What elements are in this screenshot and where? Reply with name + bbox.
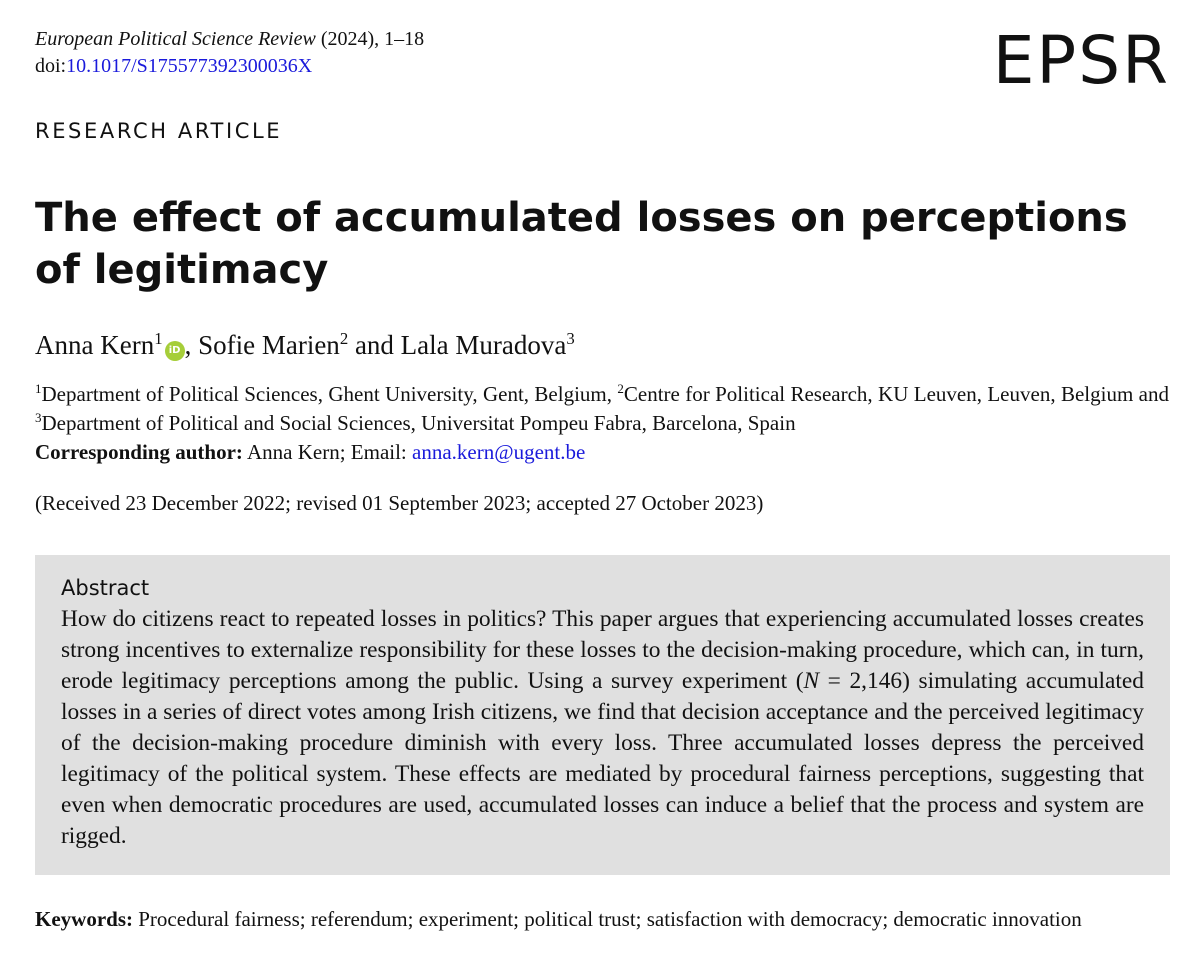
received-dates: (Received 23 December 2022; revised 01 September 2023; accepted 27 October 2023) bbox=[35, 491, 764, 515]
sample-size-symbol: N bbox=[803, 668, 820, 694]
author-list bbox=[35, 326, 575, 364]
author-affiliation-sup: 2 bbox=[339, 329, 349, 348]
author-affiliation-sup: 1 bbox=[154, 329, 163, 348]
doi-prefix: doi: bbox=[35, 55, 67, 77]
affiliation-sup: 3 bbox=[35, 410, 42, 425]
keywords-label: Keywords: bbox=[35, 907, 133, 931]
doi-link[interactable]: 10.1017/S175577392300036X bbox=[66, 55, 313, 77]
corresponding-text: Anna Kern; Email: bbox=[242, 440, 413, 464]
sample-size-value: = 2,146 bbox=[819, 668, 903, 694]
author-separator: and bbox=[348, 330, 401, 360]
affiliation-sup: 1 bbox=[35, 381, 42, 396]
author-affiliation-sup: 3 bbox=[566, 329, 575, 348]
affiliation-text: Department of Political and Social Sciences, Universitat Pompeu Fabra, Barcelona, Spain bbox=[41, 411, 796, 435]
affiliations bbox=[35, 380, 1169, 438]
corresponding-author bbox=[35, 438, 585, 467]
journal-name: European Political Science Review bbox=[35, 28, 316, 50]
abstract-heading: Abstract bbox=[61, 576, 150, 600]
journal-citation bbox=[35, 26, 424, 80]
doi-line bbox=[35, 53, 424, 80]
author-name: Lala Muradova bbox=[400, 330, 567, 360]
affiliation-text: Centre for Political Research, KU Leuven, Leuven, Belgium and bbox=[623, 382, 1169, 406]
corresponding-label: Corresponding author: bbox=[35, 440, 243, 464]
abstract-text-part: How do citizens react to repeated losses in politics? This paper argues that experiencing accumulated losses creates strong incentives to externalize responsibility for these losses to the decision-making procedure, which can, in turn, erode legitimacy perceptions among the public. Using a survey experiment ( bbox=[61, 606, 1144, 694]
affiliation-sup: 2 bbox=[617, 381, 624, 396]
journal-line bbox=[35, 26, 424, 53]
orcid-icon[interactable]: iD bbox=[165, 341, 185, 361]
journal-year-pages: (2024), 1–18 bbox=[315, 28, 425, 50]
author-name: Anna Kern bbox=[35, 330, 155, 360]
article-title: The effect of accumulated losses on perceptions of legitimacy bbox=[35, 195, 1128, 293]
abstract-text-part: ) simulating accumulated losses in a series of direct votes among Irish citizens, we find that decision acceptance and the perceived legitimacy of the decision-making procedure diminish with every loss. Three accumulated losses depress the perceived legitimacy of the political system. These effects are mediated by procedural fairness perceptions, suggesting that even when democratic procedures are used, accumulated losses can induce a belief that the process and system are rigged. bbox=[61, 668, 1144, 849]
email-link[interactable]: anna.kern@ugent.be bbox=[412, 440, 586, 464]
author-separator: , bbox=[184, 330, 199, 360]
keywords bbox=[35, 904, 1082, 934]
abstract-box bbox=[35, 555, 1170, 875]
article-type: RESEARCH ARTICLE bbox=[35, 119, 283, 143]
affiliation-text: Department of Political Sciences, Ghent University, Gent, Belgium, bbox=[41, 382, 618, 406]
abstract-text bbox=[61, 604, 1144, 852]
author-name: Sofie Marien bbox=[198, 330, 340, 360]
keywords-text: Procedural fairness; referendum; experiment; political trust; satisfaction with democracy; democratic innovation bbox=[133, 907, 1082, 931]
journal-logo: EPSR bbox=[992, 22, 1170, 99]
